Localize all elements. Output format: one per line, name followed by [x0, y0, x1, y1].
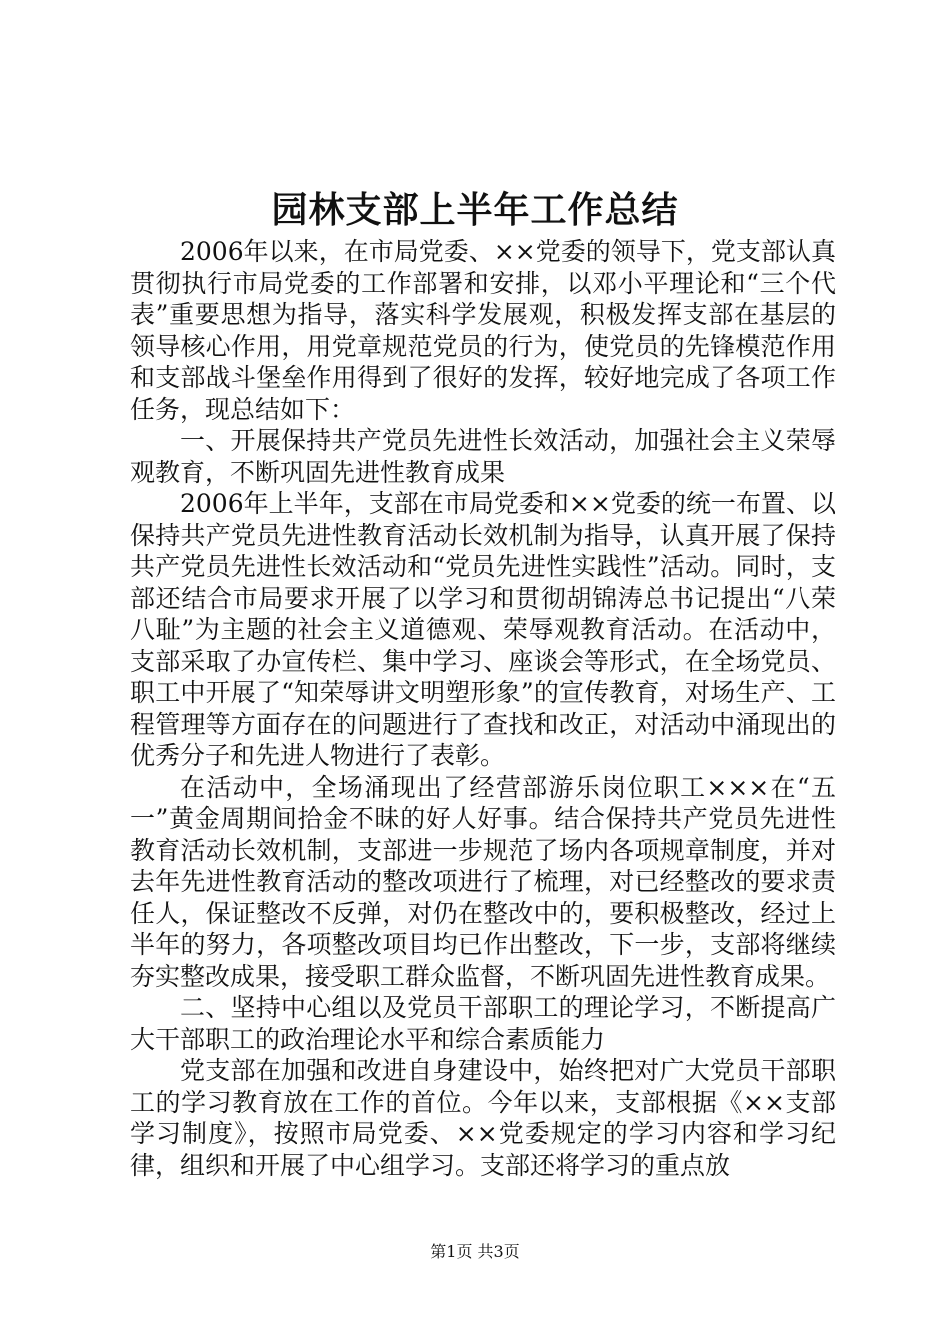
page-footer: 第1页 共3页	[430, 1242, 520, 1261]
paragraph-intro: 2006年以来，在市局党委、××党委的领导下，党支部认真贯彻执行市局党委的工作部署和安排，以邓小平理论和“三个代表”重要思想为指导，落实科学发展观，积极发挥支部在基层的领导核心作用，用党章规范党员的行为，使党员的先锋模范作用和支部战斗堡垒作用得到了很好的发挥，较好地完成了各项工作任务，现总结如下：	[130, 237, 836, 424]
paragraph-section-1: 2006年上半年，支部在市局党委和××党委的统一布置、以保持共产党员先进性教育活动长效机制为指导，认真开展了保持共产党员先进性长效活动和“党员先进性实践性”活动。同时，支部还结合市局要求开展了以学习和贯彻胡锦涛总书记提出“八荣八耻”为主题的社会主义道德观、荣辱观教育活动。在活动中，支部采取了办宣传栏、集中学习、座谈会等形式，在全场党员、职工中开展了“知荣辱讲文明塑形象”的宣传教育，对场生产、工程管理等方面存在的问题进行了查找和改正，对活动中涌现出的优秀分子和先进人物进行了表彰。	[130, 489, 836, 770]
document-title: 园林支部上半年工作总结	[271, 189, 679, 231]
paragraph-section-1-cont: 在活动中，全场涌现出了经营部游乐岗位职工×××在“五一”黄金周期间拾金不昧的好人好事。结合保持共产党员先进性教育活动长效机制，支部进一步规范了场内各项规章制度，并对去年先进性教育活动的整改项进行了梳理，对已经整改的要求责任人，保证整改不反弹，对仍在整改中的，要积极整改，经过上半年的努力，各项整改项目均已作出整改，下一步，支部将继续夯实整改成果，接受职工群众监督，不断巩固先进性教育成果。	[130, 772, 836, 991]
section-heading-2: 二、坚持中心组以及党员干部职工的理论学习，不断提高广大干部职工的政治理论水平和综合素质能力	[130, 993, 836, 1054]
document-body	[130, 236, 836, 1181]
section-heading-1: 一、开展保持共产党员先进性长效活动，加强社会主义荣辱观教育，不断巩固先进性教育成果	[130, 426, 836, 487]
paragraph-section-2: 党支部在加强和改进自身建设中，始终把对广大党员干部职工的学习教育放在工作的首位。今年以来，支部根据《××支部学习制度》，按照市局党委、××党委规定的学习内容和学习纪律，组织和开展了中心组学习。支部还将学习的重点放	[130, 1056, 836, 1180]
